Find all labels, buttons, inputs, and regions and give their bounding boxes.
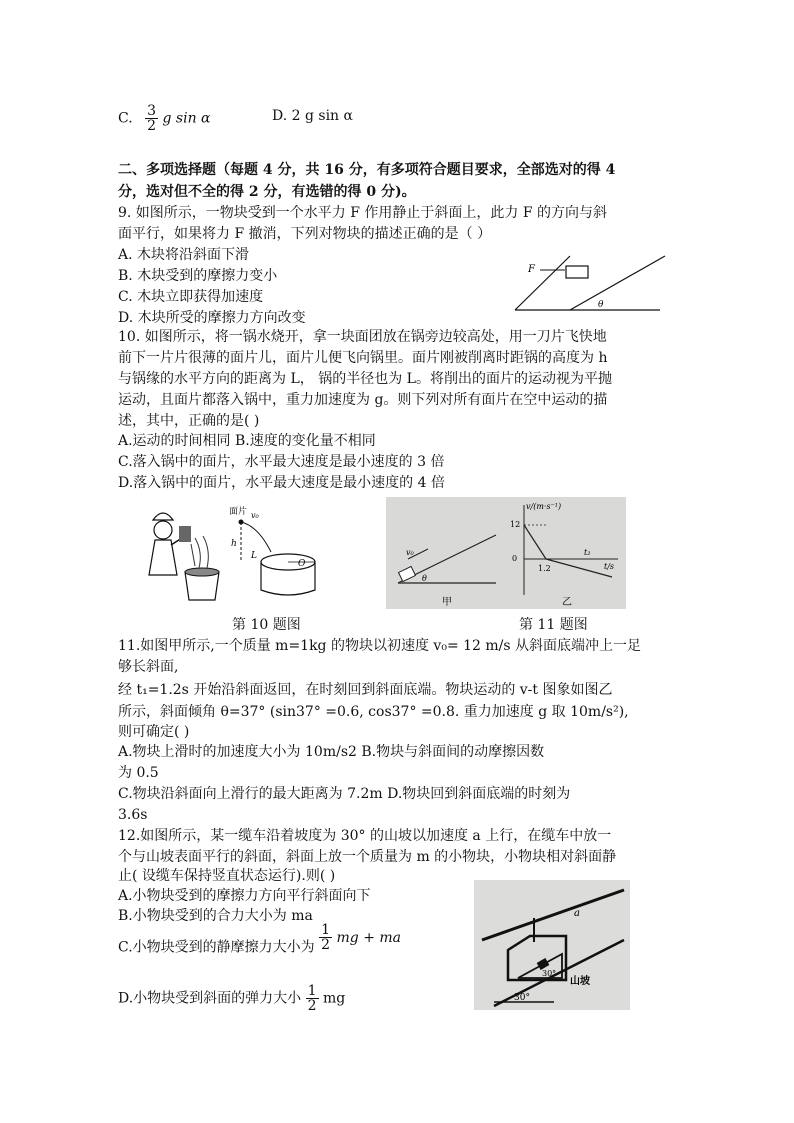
q8-c-expr: g sin α <box>162 110 211 127</box>
q12-d-expr: mg <box>323 990 346 1007</box>
frac-num: 1 <box>321 922 331 938</box>
q11-option-cd: C.物块沿斜面向上滑行的最大距离为 7.2m D.物块回到斜面底端的时刻为 <box>118 786 571 802</box>
yi-t2: t₂ <box>584 548 591 557</box>
q8-option-d: D. 2 g sin α <box>272 108 353 124</box>
q12-stem-line1: 12.如图所示，某一缆车沿着坡度为 30° 的山坡以加速度 a 上行，在缆车中放一 <box>118 828 612 844</box>
incline-line <box>570 256 665 310</box>
q11-stem-line4: 所示，斜面倾角 θ=37° (sin37° =0.6, cos37° =0.8. 重力加速度 g 取 10m/s²), <box>118 704 629 720</box>
q8-option-c <box>118 104 211 133</box>
yi-ylabel: v/(m·s⁻¹) <box>526 502 562 511</box>
q12-stem-line2: 个与山坡表面平行的斜面，斜面上放一个质量为 m 的小物块，小物块相对斜面静 <box>118 849 617 865</box>
chef-hat <box>153 513 173 520</box>
yi-origin: 0 <box>512 554 518 563</box>
label-30-outer: 30° <box>514 993 530 1003</box>
incline-left-line <box>515 256 570 310</box>
frac-den: 2 <box>321 937 331 953</box>
q12-d-fraction <box>306 984 319 1013</box>
label-F: F <box>528 264 535 275</box>
chef-head <box>154 521 172 539</box>
frac-den: 2 <box>147 118 157 134</box>
q8-c-label: C. <box>118 110 133 127</box>
yi-y12: 12 <box>510 520 521 529</box>
q11-stem-line3: 经 t₁=1.2s 开始沿斜面返回，在时刻回到斜面底端。物块运动的 v-t 图象如图乙 <box>118 682 613 698</box>
yi-xlabel: t/s <box>604 562 615 571</box>
photo-bg <box>474 880 630 1010</box>
q10-option-ab: A.运动的时间相同 B.速度的变化量不相同 <box>118 433 376 449</box>
q10-noodle-figure <box>133 500 323 608</box>
frac-num: 3 <box>147 103 157 119</box>
q10-stem-line5: 述，其中，正确的是( ) <box>118 413 260 429</box>
q12-option-b: B.小物块受到的合力大小为 ma <box>118 908 313 924</box>
label-v0: v₀ <box>251 511 259 520</box>
q12-c-expr: mg + ma <box>336 929 401 946</box>
q9-option-b: B. 木块受到的摩擦力变小 <box>118 268 278 284</box>
jia-v0: v₀ <box>406 548 414 557</box>
q12-stem-line3: 止( 设缆车保持竖直状态运行).则( ) <box>118 868 336 884</box>
jia-label: 甲 <box>442 597 452 608</box>
q12-option-d <box>118 984 345 1013</box>
yi-label: 乙 <box>562 597 572 608</box>
q9-stem-line1: 9. 如图所示，一物块受到一个水平力 F 作用静止于斜面上，此力 F 的方向与斜 <box>118 205 608 221</box>
section-header-line2: 分，选对但不全的得 2 分，有选错的得 0 分)。 <box>118 184 416 200</box>
caption-fig10: 第 10 题图 <box>232 617 301 633</box>
q11-option-ab-cont: 为 0.5 <box>118 765 159 781</box>
q10-option-d: D.落入锅中的面片，水平最大速度是最小速度的 4 倍 <box>118 475 445 491</box>
q9-option-d: D. 木块所受的摩擦力方向改变 <box>118 310 306 326</box>
dough <box>179 526 191 542</box>
section-header-line1: 二、多项选择题（每题 4 分，共 16 分，有多项符合题目要求，全部选对的得 4 <box>118 162 616 178</box>
label-30-inner: 30° <box>542 969 557 978</box>
q11-option-cd-cont: 3.6s <box>118 807 148 823</box>
label-theta: θ <box>598 300 604 310</box>
q11-stem-line2: 够长斜面, <box>118 659 179 675</box>
q10-stem-line3: 与锅缘的水平方向的距离为 L， 锅的半径也为 L。将削出的面片的运动视为平抛 <box>118 371 612 387</box>
frac-den: 2 <box>307 998 317 1014</box>
flying-noodles <box>191 536 208 568</box>
q9-stem-line2: 面平行，如果将力 F 撤消，下列对物块的描述正确的是（ ） <box>118 226 492 242</box>
q12-c-text: C.小物块受到的静摩擦力大小为 <box>118 939 315 956</box>
q11-option-ab: A.物块上滑时的加速度大小为 10m/s2 B.物块与斜面间的动摩擦因数 <box>118 744 545 760</box>
label-mp: 面片 <box>229 507 248 517</box>
q9-option-a: A. 木块将沿斜面下滑 <box>118 247 250 263</box>
block <box>566 266 588 278</box>
pot-left-rim <box>185 568 219 576</box>
q9-option-c: C. 木块立即获得加速度 <box>118 289 264 305</box>
label-O: O <box>298 559 306 569</box>
q10-stem-line2: 前下一片片很薄的面片儿，面片儿便飞向锅里。面片刚被削离时距锅的高度为 h <box>118 350 608 366</box>
q10-stem-line1: 10. 如图所示，将一锅水烧开，拿一块面团放在锅旁边较高处，用一刀片飞快地 <box>118 329 607 345</box>
label-h: h <box>231 539 237 549</box>
frac-num: 1 <box>307 983 317 999</box>
q10-option-c: C.落入锅中的面片，水平最大速度是最小速度的 3 倍 <box>118 454 445 470</box>
yi-x12: 1.2 <box>538 564 551 573</box>
q10-stem-line4: 运动，且面片都落入锅中，重力加速度为 g。则下列对所有面片在空中运动的描 <box>118 392 608 408</box>
q12-d-text: D.小物块受到斜面的弹力大小 <box>118 990 302 1007</box>
label-shanpo: 山坡 <box>570 976 590 987</box>
q12-cablecar-figure <box>474 880 630 1010</box>
label-a: a <box>574 908 580 919</box>
q12-option-a: A.小物块受到的摩擦力方向平行斜面向下 <box>118 888 371 904</box>
q11-stem-line5: 则可确定( ) <box>118 724 190 740</box>
q11-stem-line1: 11.如图甲所示,一个质量 m=1kg 的物块以初速度 v₀= 12 m/s 从斜面底端冲上一足 <box>118 638 642 654</box>
q12-option-c <box>118 922 401 962</box>
jia-theta: θ <box>422 574 427 583</box>
q8-c-fraction <box>145 104 158 133</box>
label-L: L <box>251 551 257 561</box>
trajectory <box>241 522 271 552</box>
q12-c-fraction <box>319 923 332 952</box>
q9-incline-figure <box>510 252 670 318</box>
chef-body <box>149 540 177 575</box>
q11-figure <box>386 497 626 609</box>
caption-fig11: 第 11 题图 <box>519 617 588 633</box>
